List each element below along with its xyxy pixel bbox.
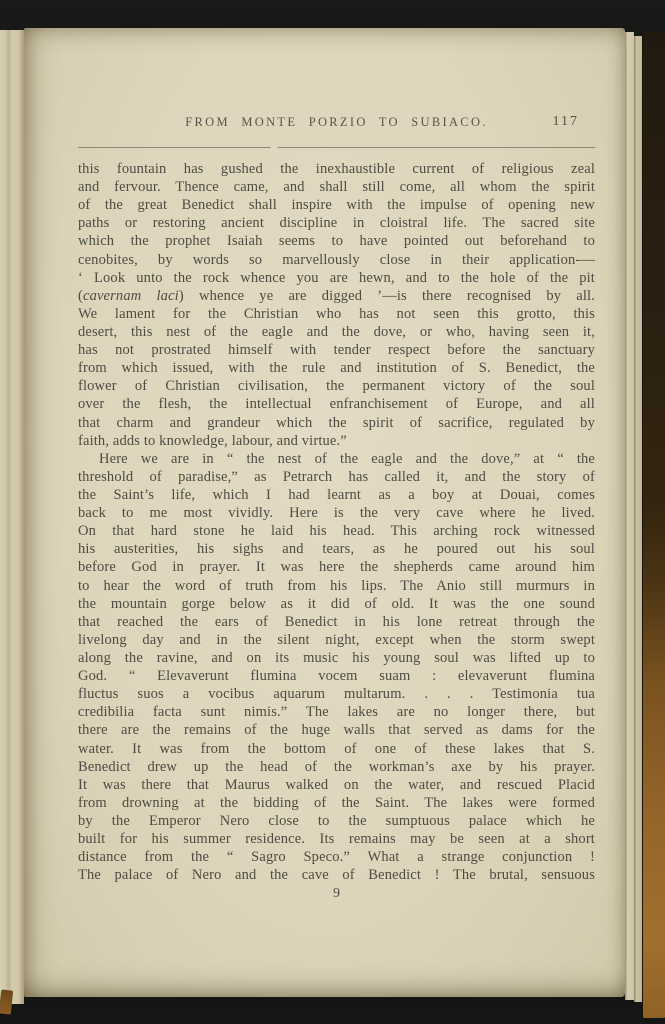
signature-mark: 9 <box>333 886 340 902</box>
page-title: FROM MONTE PORZIO TO SUBIACO. <box>185 115 488 129</box>
page-number: 117 <box>552 114 579 129</box>
text-line: and fervour. Thence came, and shall still come, all whom the spirit <box>78 179 595 196</box>
leather-corner <box>0 989 13 1014</box>
text-line: has not prostrated himself with tender respect before the sanctuary <box>78 342 595 359</box>
text-line: along the ravine, and on its music his young soul was lifted up to <box>78 649 595 666</box>
text-line: built for his summer residence. Its remains may be seen at a short <box>78 831 595 848</box>
text-line: (cavernam laci) whence ye are digged ’—is there recognised by all. <box>78 287 595 304</box>
text-line: fluctus suos a vocibus aquarum multarum. . . . Testimonia tua <box>78 686 595 703</box>
text-line: faith, adds to knowledge, labour, and virtue.” <box>78 432 347 449</box>
text-line: from which issued, with the rule and institution of S. Benedict, the <box>78 360 595 377</box>
text-line: to hear the word of truth from his lips. The Anio still murmurs in <box>78 577 595 594</box>
text-line: livelong day and in the silent night, except when the storm swept <box>78 631 595 648</box>
text-line: the mountain gorge below as it did of old. It was the one sound <box>78 595 595 612</box>
text-line: before God in prayer. It was here the shepherds came around him <box>78 559 595 576</box>
text-line: flower of Christian civilisation, the permanent victory of the soul <box>78 378 595 395</box>
text-line: that charm and grandeur which the spirit of sacrifice, regulated by <box>78 414 595 431</box>
text-line: over the flesh, the intellectual enfranchisement of Europe, and all <box>78 396 595 413</box>
text-line: credibilia facta sunt nimis.” The lakes are no longer there, but <box>78 704 595 721</box>
text-line: back to me most vividly. Here is the very cave where he lived. <box>78 505 595 522</box>
text-line: threshold of paradise,” as Petrarch has called it, and the story of <box>78 468 595 485</box>
page-fore-edge-2 <box>634 36 642 1002</box>
book-cover-edge <box>642 32 665 1018</box>
text-line: from drowning at the bidding of the Saint. The lakes were formed <box>78 794 595 811</box>
text-line: It was there that Maurus walked on the water, and rescued Placid <box>78 776 595 793</box>
text-line: distance from the “ Sagro Speco.” What a strange conjunction ! <box>78 849 595 866</box>
text-line: the Saint’s life, which I had learnt as a boy at Douai, comes <box>78 486 595 503</box>
text-block <box>78 114 595 903</box>
text-line: by the Emperor Nero close to the sumptuous palace which he <box>78 812 595 829</box>
text-line: ‘ Look unto the rock whence you are hewn, and to the hole of the pit <box>78 269 595 286</box>
text-line: which the prophet Isaiah seems to have pointed out beforehand to <box>78 233 595 250</box>
text-line: Benedict drew up the head of the workman’s axe by his prayer. <box>78 758 595 775</box>
text-line: The palace of Nero and the cave of Benedict ! The brutal, sensuous <box>78 867 595 884</box>
previous-page-edge <box>0 30 24 1004</box>
text-line: of the great Benedict shall inspire with the impulse of opening new <box>78 197 595 214</box>
text-line: cenobites, by words so marvellously close in their application-— <box>78 251 595 268</box>
body-text <box>78 160 595 884</box>
paragraph <box>78 160 595 450</box>
text-line: his austerities, his sighs and tears, as he poured out his soul <box>78 541 595 558</box>
book-page <box>24 28 625 997</box>
header-rule <box>78 147 595 148</box>
text-line: there are the remains of the huge walls that served as dams for the <box>78 722 595 739</box>
text-line: paths or restoring ancient discipline in cloistral life. The sacred site <box>78 215 595 232</box>
text-line: that reached the ears of Benedict in his lone retreat through the <box>78 613 595 630</box>
text-line: On that hard stone he laid his head. This arching rock witnessed <box>78 523 595 540</box>
paragraph <box>78 450 595 885</box>
text-line: this fountain has gushed the inexhaustible current of religious zeal <box>78 161 595 177</box>
text-line: Here we are in “ the nest of the eagle and the dove,” at “ the <box>99 450 595 467</box>
text-line: God. “ Elevaverunt flumina vocem suam : elevaverunt flumina <box>78 668 595 685</box>
text-line: water. It was from the bottom of one of these lakes that S. <box>78 740 595 757</box>
text-line: We lament for the Christian who has not seen this grotto, this <box>78 305 595 322</box>
text-line: desert, this nest of the eagle and the dove, or who, having seen it, <box>78 323 595 340</box>
page-fore-edge-1 <box>625 32 634 1000</box>
running-header <box>78 114 595 130</box>
